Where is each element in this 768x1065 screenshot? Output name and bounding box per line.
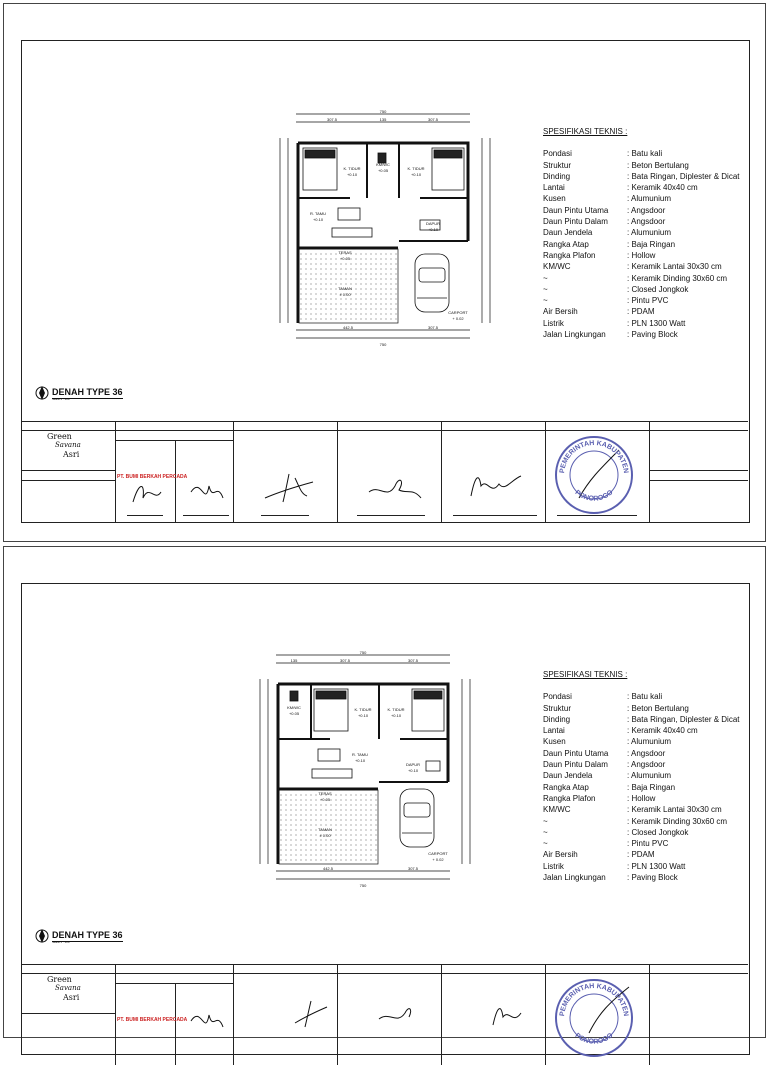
spec-row: [543, 827, 740, 838]
spec-value: : Keramik Dinding 30x60 cm: [627, 273, 728, 283]
spec-label: Rangka Atap: [543, 782, 589, 792]
spec-label: Listrik: [543, 861, 564, 871]
north-arrow-icon: [34, 928, 50, 944]
svg-text:+0.10: +0.10: [390, 713, 402, 718]
dim-e: 307.5: [427, 325, 439, 330]
svg-text:TAMAN: TAMAN: [318, 827, 332, 832]
spec-label: Jalan Lingkungan: [543, 330, 606, 340]
spec-row: [543, 782, 740, 793]
dim-d: 442.5: [342, 325, 354, 330]
room-living-level: +0.10: [312, 217, 324, 222]
spec-value: : Closed Jongkok: [627, 284, 689, 294]
svg-text:135: 135: [290, 658, 298, 663]
room-wc-level: +0.05: [377, 168, 389, 173]
spec-value: : Hollow: [627, 793, 656, 803]
spec-value: : Pintu PVC: [627, 296, 669, 306]
spec-row: [543, 205, 740, 216]
spec-label: ~: [543, 816, 548, 826]
svg-text:DAPUR: DAPUR: [405, 762, 421, 767]
spec-value: : Baja Ringan: [627, 239, 676, 249]
spec-label: Jalan Lingkungan: [543, 873, 606, 883]
stamp-top-text: PEMERINTAH KABUPATEN: [558, 982, 630, 1017]
room-living: R. TAMU: [309, 211, 327, 216]
plan-scale: Skala 1 : 100: [52, 940, 70, 944]
room-bed1: K. TIDUR: [343, 166, 361, 171]
svg-text:+0.10: +0.10: [407, 768, 419, 773]
svg-text:± 0.00: ± 0.00: [319, 833, 331, 838]
spec-row: [543, 770, 740, 781]
spec-label: ~: [543, 273, 548, 283]
spec-title: SPESIFIKASI TEKNIS :: [543, 127, 628, 136]
svg-text:+ 0.02: + 0.02: [432, 857, 444, 862]
drawing-sheet-2: [3, 546, 766, 1046]
drawing-sheet-1: [3, 3, 766, 542]
stamp-bottom-text: PONOROGO: [573, 1032, 615, 1046]
signature-icon: [187, 1001, 227, 1041]
svg-text:+0.05: +0.05: [319, 797, 331, 802]
spec-value: : Bata Ringan, Diplester & Dicat: [627, 171, 740, 181]
spec-value: : PDAM: [627, 850, 655, 860]
spec-block: [543, 669, 740, 883]
dim-c: 307.5: [427, 117, 439, 122]
stamp-top-text: PEMERINTAH KABUPATEN: [558, 439, 630, 474]
svg-text:+0.10: +0.10: [357, 713, 369, 718]
spec-value: : PLN 1300 Watt: [627, 318, 686, 328]
spec-value: : Closed Jongkok: [627, 827, 689, 837]
spec-row: [543, 725, 740, 736]
spec-row: [543, 273, 740, 284]
spec-row: [543, 838, 740, 849]
room-wc: KM/WC: [376, 162, 390, 167]
spec-row: [543, 793, 740, 804]
spec-row: [543, 861, 740, 872]
spec-value: : Pintu PVC: [627, 839, 669, 849]
spec-row: [543, 748, 740, 759]
signature-icon: [291, 999, 331, 1029]
spec-value: : Keramik 40x40 cm: [627, 183, 698, 193]
title-block: [21, 964, 748, 1065]
spec-value: : Batu kali: [627, 692, 663, 702]
spec-row: [543, 714, 740, 725]
spec-row: [543, 227, 740, 238]
spec-label: Daun Pintu Utama: [543, 205, 609, 215]
spec-row: [543, 193, 740, 204]
spec-label: Lantai: [543, 726, 565, 736]
spec-label: Daun Pintu Dalam: [543, 217, 608, 227]
spec-row: [543, 849, 740, 860]
spec-value: : Alumunium: [627, 771, 672, 781]
room-bed2: K. TIDUR: [407, 166, 425, 171]
signature-icon: [487, 999, 527, 1029]
spec-row: [543, 284, 740, 295]
plan-title: [34, 928, 123, 944]
dim-b: 135: [379, 117, 387, 122]
floor-plan: [270, 108, 506, 350]
spec-row: [543, 160, 740, 171]
svg-text:K. TIDUR: K. TIDUR: [354, 707, 372, 712]
room-bed2-level: +0.10: [410, 172, 422, 177]
spec-label: KM/WC: [543, 262, 571, 272]
signature-icon: [367, 470, 423, 506]
room-terrace-level: +0.05: [339, 256, 351, 261]
dim-total-bottom: 750: [379, 342, 387, 347]
stamp-bottom-text: PONOROGO: [573, 489, 615, 503]
spec-label: Struktur: [543, 703, 572, 713]
signature-icon: [187, 472, 227, 512]
svg-text:CARPORT: CARPORT: [428, 851, 448, 856]
spec-row: [543, 239, 740, 250]
room-garden: TAMAN: [338, 286, 352, 291]
spec-row: [543, 261, 740, 272]
spec-value: : PDAM: [627, 307, 655, 317]
spec-row: [543, 171, 740, 182]
spec-value: : Angsdoor: [627, 217, 666, 227]
spec-list: [543, 691, 740, 883]
spec-label: Kusen: [543, 194, 566, 204]
spec-row: [543, 250, 740, 261]
svg-text:R. TAMU: R. TAMU: [351, 752, 369, 757]
dim-total-top: 750: [379, 109, 387, 114]
spec-row: [543, 295, 740, 306]
spec-label: Pondasi: [543, 149, 572, 159]
spec-list: [543, 148, 740, 340]
spec-value: : Alumunium: [627, 194, 672, 204]
spec-value: : Angsdoor: [627, 205, 666, 215]
room-bed1-level: +0.10: [346, 172, 358, 177]
plan-title: [34, 385, 123, 401]
spec-value: : Keramik Lantai 30x30 cm: [627, 262, 722, 272]
company-logo: Green Savana Asri: [47, 975, 81, 1002]
spec-label: Daun Pintu Utama: [543, 748, 609, 758]
spec-label: Daun Jendela: [543, 228, 593, 238]
spec-value: : Keramik 40x40 cm: [627, 726, 698, 736]
svg-text:442.5: 442.5: [322, 866, 334, 871]
spec-row: [543, 329, 740, 340]
room-carport: CARPORT: [448, 310, 468, 315]
spec-row: [543, 703, 740, 714]
spec-label: Air Bersih: [543, 307, 578, 317]
spec-value: : Keramik Dinding 30x60 cm: [627, 816, 728, 826]
spec-row: [543, 306, 740, 317]
spec-row: [543, 816, 740, 827]
spec-value: : Alumunium: [627, 228, 672, 238]
spec-row: [543, 148, 740, 159]
spec-value: : Keramik Lantai 30x30 cm: [627, 805, 722, 815]
spec-label: Dinding: [543, 171, 571, 181]
spec-row: [543, 318, 740, 329]
spec-label: ~: [543, 284, 548, 294]
spec-value: : Angsdoor: [627, 760, 666, 770]
title-block: [21, 421, 748, 522]
svg-text:750: 750: [359, 650, 367, 655]
spec-value: : PLN 1300 Watt: [627, 861, 686, 871]
company-name: PT. BUMI BERKAH PERCADA: [117, 1017, 188, 1023]
spec-row: [543, 804, 740, 815]
spec-block: [543, 126, 740, 340]
svg-text:307.5: 307.5: [407, 658, 419, 663]
spec-label: Kusen: [543, 737, 566, 747]
spec-value: : Paving Block: [627, 330, 678, 340]
spec-row: [543, 691, 740, 702]
north-arrow-icon: [34, 385, 50, 401]
spec-value: : Alumunium: [627, 737, 672, 747]
plan-scale: Skala 1 : 100: [52, 397, 70, 401]
car-icon: [400, 789, 434, 847]
company-logo: Green Savana Asri: [47, 432, 81, 459]
room-kitchen-level: +0.10: [427, 227, 439, 232]
svg-text:KM/WC: KM/WC: [287, 705, 301, 710]
signature-icon: [261, 470, 317, 506]
spec-label: KM/WC: [543, 805, 571, 815]
spec-label: Pondasi: [543, 692, 572, 702]
spec-title: SPESIFIKASI TEKNIS :: [543, 670, 628, 679]
spec-label: ~: [543, 839, 548, 849]
spec-label: ~: [543, 296, 548, 306]
spec-row: [543, 872, 740, 883]
svg-text:750: 750: [359, 883, 367, 888]
car-icon: [415, 254, 449, 312]
spec-value: : Hollow: [627, 250, 656, 260]
plan-title-text: DENAH TYPE 36: [52, 930, 123, 940]
svg-text:307.5: 307.5: [407, 866, 419, 871]
spec-value: : Baja Ringan: [627, 782, 676, 792]
spec-label: Daun Jendela: [543, 771, 593, 781]
room-carport-level: + 0.02: [452, 316, 464, 321]
spec-value: : Beton Bertulang: [627, 703, 689, 713]
spec-row: [543, 759, 740, 770]
spec-value: : Angsdoor: [627, 748, 666, 758]
svg-text:307.5: 307.5: [339, 658, 351, 663]
spec-label: Rangka Plafon: [543, 793, 596, 803]
spec-row: [543, 182, 740, 193]
spec-row: [543, 216, 740, 227]
spec-value: : Beton Bertulang: [627, 160, 689, 170]
spec-label: Struktur: [543, 160, 572, 170]
government-stamp: [549, 430, 639, 520]
dim-a: 307.5: [326, 117, 338, 122]
room-terrace: TERAS: [338, 250, 352, 255]
svg-text:K. TIDUR: K. TIDUR: [387, 707, 405, 712]
svg-text:+0.05: +0.05: [288, 711, 300, 716]
spec-label: Listrik: [543, 318, 564, 328]
spec-row: [543, 736, 740, 747]
svg-text:TERAS: TERAS: [318, 791, 332, 796]
signature-icon: [465, 466, 525, 506]
room-garden-level: ± 0.00: [339, 292, 351, 297]
spec-label: Dinding: [543, 714, 571, 724]
spec-label: Rangka Atap: [543, 239, 589, 249]
spec-value: : Bata Ringan, Diplester & Dicat: [627, 714, 740, 724]
spec-label: Lantai: [543, 183, 565, 193]
spec-label: ~: [543, 827, 548, 837]
room-kitchen: DAPUR: [425, 221, 441, 226]
spec-value: : Paving Block: [627, 873, 678, 883]
spec-value: : Batu kali: [627, 149, 663, 159]
company-name: PT. BUMI BERKAH PERCADA: [117, 474, 188, 480]
spec-label: Rangka Plafon: [543, 250, 596, 260]
spec-label: Daun Pintu Dalam: [543, 760, 608, 770]
signature-icon: [377, 999, 417, 1029]
svg-text:+0.10: +0.10: [354, 758, 366, 763]
signature-icon: [127, 472, 167, 512]
government-stamp: [549, 973, 639, 1063]
floor-plan: [250, 649, 486, 891]
spec-label: Air Bersih: [543, 850, 578, 860]
plan-title-text: DENAH TYPE 36: [52, 387, 123, 397]
